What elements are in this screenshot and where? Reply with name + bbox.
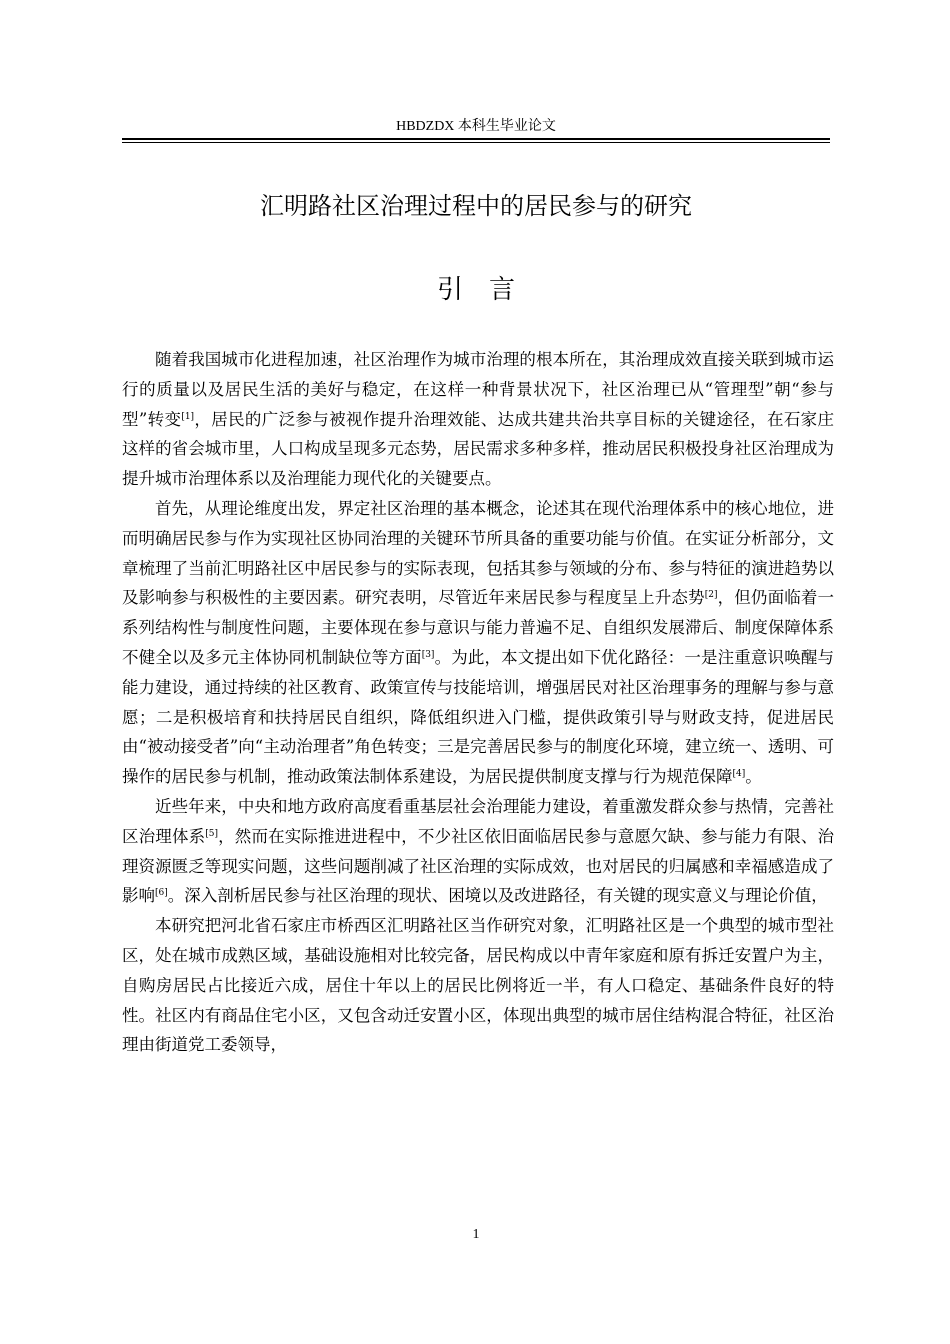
citation-marker: [4] <box>732 769 746 780</box>
paragraph-text: 首先，从理论维度出发，界定社区治理的基本概念，论述其在现代治理体系中的核心地位，进而明确居民参与作为实现社区协同治理的关键环节所具备的重要功能与价值。在实证分析部分，文章梳理了当前汇明路社区中居民参与的实际表现，包括其参与领域的分布、参与特征的演进趋势以及影响参与积极性的主要因素。研究表明，尽管近年来居民参与程度呈上升态势 <box>122 498 834 608</box>
paragraph-text: ，但仍面临着一系列结构性与制度性问题，主要体现在参与意识与能力普遍不足、自组织发展滞后、制度保障体系不健全以及多元主体协同机制缺位等方面 <box>122 588 835 667</box>
paragraph-text: 。深入剖析居民参与社区治理的现状、困境以及改进路径，有关键的现实意义与理论价值， <box>167 886 828 906</box>
paragraph-text: ，然而在实际推进进程中，不少社区依旧面临居民参与意愿欠缺、参与能力有限、治理资源匮乏等现实问题，这些问题削减了社区治理的实际成效，也对居民的归属感和幸福感造成了影响 <box>122 826 835 906</box>
header-rule-thick <box>122 138 830 140</box>
body-paragraph <box>122 345 834 494</box>
citation-marker: [2] <box>704 590 718 601</box>
citation-marker: [3] <box>421 649 435 660</box>
paragraph-text: 。为此，本文提出如下优化路径：一是注重意识唤醒与能力建设，通过持续的社区教育、政策宣传与技能培训，增强居民对社区治理事务的理解与参与意愿；二是积极培育和扶持居民自组织，降低组织进入门槛，提供政策引导与财政支持，促进居民由“被动接受者”向“主动治理者”角色转变；三是完善居民参与的制度化环境，建立统一、透明、可操作的居民参与机制，推动政策法制体系建设，为居民提供制度支撑与行为规范保障 <box>122 647 835 787</box>
paragraph-text: 本研究把河北省石家庄市桥西区汇明路社区当作研究对象，汇明路社区是一个典型的城市型社区，处在城市成熟区域，基础设施相对比较完备，居民构成以中青年家庭和原有拆迁安置户为主，自购房居民占比接近六成，居住十年以上的居民比例将近一半，有人口稳定、基础条件良好的特性。社区内有商品住宅小区，又包含动迁安置小区，体现出典型的城市居住结构混合特征，社区治理由街道党工委领导， <box>122 916 834 1055</box>
body-paragraph <box>122 792 834 911</box>
body-paragraph <box>122 911 834 1060</box>
paragraph-text: 近些年来，中央和地方政府高度看重基层社会治理能力建设，着重激发群众参与热情，完善社区治理体系 <box>122 796 834 846</box>
section-heading-introduction: 引言 <box>436 275 541 305</box>
paragraph-text: 随着我国城市化进程加速，社区治理作为城市治理的根本所在，其治理成效直接关联到城市运行的质量以及居民生活的美好与稳定，在这样一种背景状况下，社区治理已从“管理型”朝“参与型”转变 <box>122 350 834 429</box>
page-number: 1 <box>472 1227 480 1242</box>
citation-marker: [5] <box>205 828 218 839</box>
citation-marker: [1] <box>181 411 195 422</box>
paragraph-text: 。 <box>745 767 762 787</box>
body-text <box>122 345 834 1060</box>
paragraph-text: ，居民的广泛参与被视作提升治理效能、达成共建共治共享目标的关键途径，在石家庄这样的省会城市里，人口构成呈现多元态势，居民需求多种多样，推动居民积极投身社区治理成为提升城市治理体系以及治理能力现代化的关键要点。 <box>122 409 835 489</box>
thesis-title: 汇明路社区治理过程中的居民参与的研究 <box>260 192 692 220</box>
running-header: HBDZDX 本科生毕业论文 <box>396 119 556 134</box>
body-paragraph <box>122 494 834 792</box>
citation-marker: [6] <box>155 888 168 899</box>
header-rule-thin <box>122 142 830 143</box>
